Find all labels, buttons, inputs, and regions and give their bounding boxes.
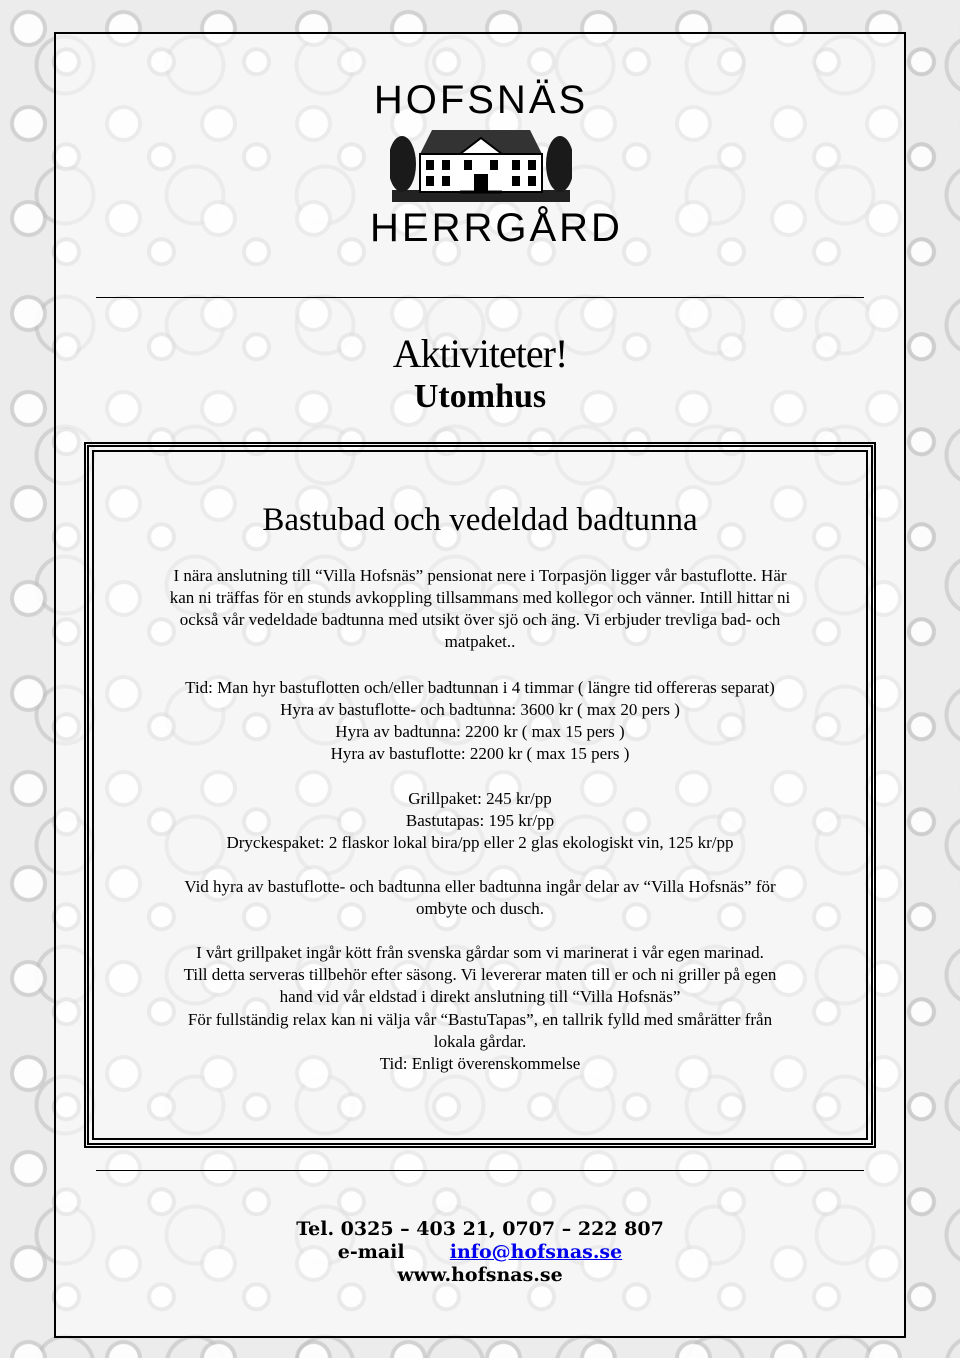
grill-line: lokala gårdar. (433, 1032, 527, 1051)
footer-phone: Tel. 0325 – 403 21, 0707 – 222 807 (296, 1218, 664, 1240)
footer-website[interactable]: www.hofsnas.se (397, 1264, 563, 1286)
intro-line: också vår vedeldade badtunna med utsikt över sjö och äng. Vi erbjuder trevliga bad- och (179, 610, 781, 629)
logo-bottom-text: HERRGÅRD (370, 206, 623, 250)
intro-line: kan ni träffas för en stunds avkoppling tillsammans med kollegor och vänner. Intill hittar ni (169, 588, 791, 607)
rental-line: Hyra av bastuflotte- och badtunna: 3600 kr ( max 20 pers ) (280, 700, 680, 719)
email-label: e-mail (337, 1241, 405, 1263)
section-heading: Bastubad och vedeldad badtunna (262, 502, 698, 538)
package-line: Grillpaket: 245 kr/pp (408, 789, 552, 808)
package-line: Dryckespaket: 2 flaskor lokal bira/pp eller 2 glas ekologiskt vin, 125 kr/pp (226, 833, 734, 852)
email-link[interactable]: info@hofsnas.se (449, 1241, 623, 1263)
rental-line: Hyra av badtunna: 2200 kr ( max 15 pers ) (335, 722, 625, 741)
grill-line: Till detta serveras tillbehör efter säsong. Vi levererar maten till er och ni griller på egen (183, 965, 777, 984)
manor-house-icon (390, 124, 572, 204)
intro-line: I nära anslutning till “Villa Hofsnäs” pensionat nere i Torpasjön ligger vår bastuflotte. Här (173, 566, 787, 585)
includes-line: Vid hyra av bastuflotte- och badtunna eller badtunna ingår delar av “Villa Hofsnäs” för (184, 877, 776, 896)
rental-line: Hyra av bastuflotte: 2200 kr ( max 15 pers ) (330, 744, 630, 763)
logo-top-text: HOFSNÄS (373, 78, 589, 122)
grill-line: För fullständig relax kan ni välja vår “BastuTapas”, en tallrik fylld med smårätter från (187, 1010, 773, 1029)
rental-line: Tid: Man hyr bastuflotten och/eller badtunnan i 4 timmar ( längre tid offereras separat) (185, 678, 775, 697)
grill-line: I vårt grillpaket ingår kött från svenska gårdar som vi marinerat i vår egen marinad. (196, 943, 764, 962)
page-subtitle: Utomhus (413, 378, 547, 415)
footer-email-row (0, 1240, 960, 1264)
package-line: Bastutapas: 195 kr/pp (405, 811, 555, 830)
includes-line: ombyte och dusch. (416, 899, 544, 918)
grill-line: hand vid vår eldstad i direkt anslutning till “Villa Hofsnäs” (279, 987, 681, 1006)
grill-line: Tid: Enligt överenskommelse (379, 1054, 581, 1073)
top-divider (96, 297, 864, 298)
bottom-divider (96, 1170, 864, 1171)
intro-line: matpaket.. (444, 632, 516, 651)
hofsnas-logo (370, 78, 623, 250)
page-title: Aktiviteter! (392, 331, 568, 376)
